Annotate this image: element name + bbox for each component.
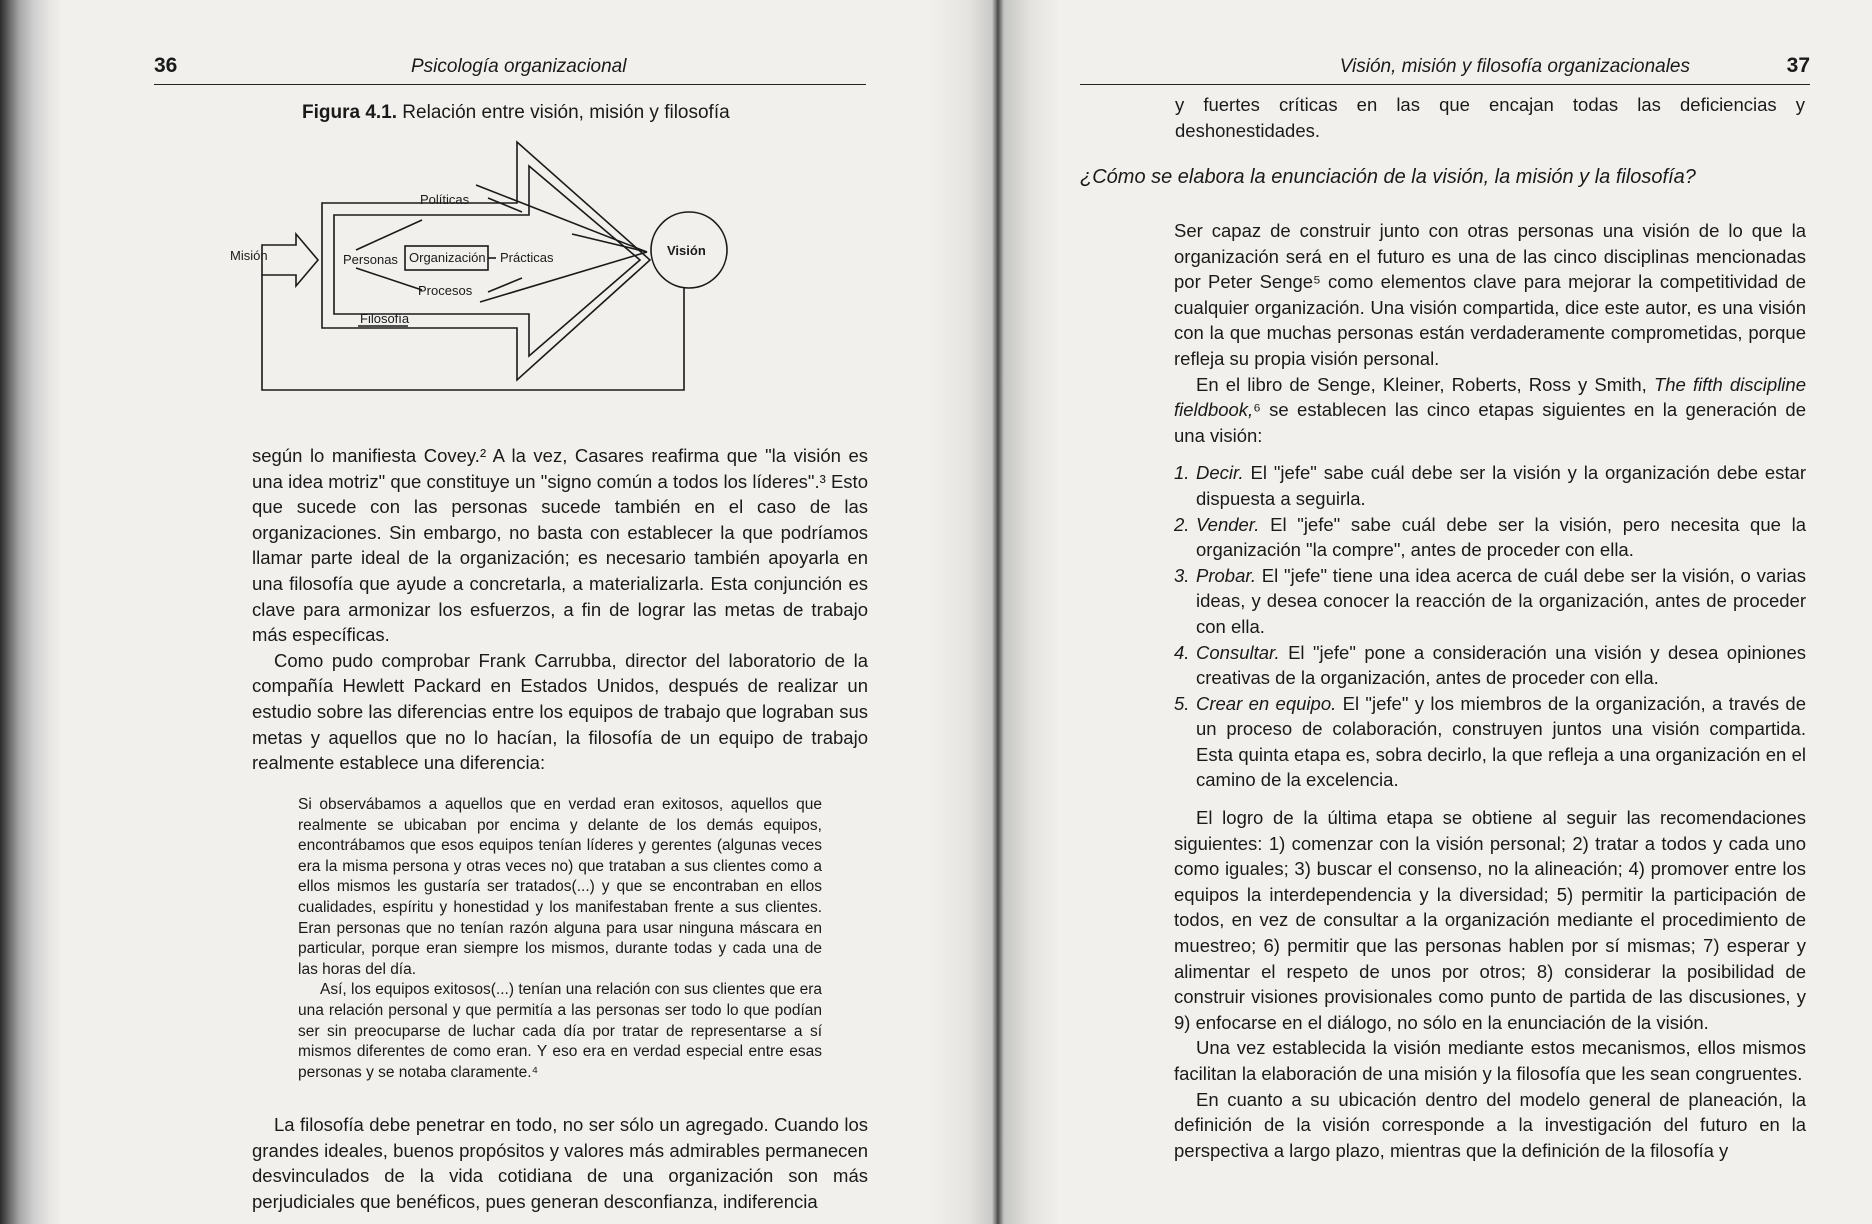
list-item-text: El "jefe" pone a consideración una visión y desea opiniones creativas de la organización, antes de proceder con ella. xyxy=(1196,641,1806,689)
list-item-text: El "jefe" sabe cuál debe ser la visión, pero necesita que la organización "la compre", antes de proceder con ella. xyxy=(1196,513,1806,561)
diagram-label-organizacion: Organización xyxy=(409,250,486,265)
diagram-label-politicas: Políticas xyxy=(420,192,470,207)
diagram-label-filosofia: Filosofía xyxy=(360,311,410,326)
list-item-number: 3. xyxy=(1174,564,1190,586)
diagram-graphic xyxy=(232,140,862,402)
mision-arrow-shape xyxy=(262,234,318,286)
left-paragraph-1: según lo manifiesta Covey.² A la vez, Casares reafirma que "la visión es una idea motriz" que constituye un "signo común a todos los líderes".³ Esto que sucede con las personas sucede también en el caso de las organizaciones. Sin embargo, no basta con establecer la que podríamos llamar parte ideal de la organización; es necesario también apoyarla en una filosofía que ayude a concretarla, a materializarla. Esta conjunción es clave para armonizar los esfuerzos, a fin de lograr las metas de trabajo más específicas. xyxy=(252,445,868,646)
left-running-title: Psicología organizacional xyxy=(411,56,627,77)
list-item xyxy=(1174,460,1806,511)
list-item xyxy=(1174,691,1806,793)
list-item-term: Vender. xyxy=(1196,513,1260,535)
right-continuation-text xyxy=(1175,92,1805,143)
feedback-loop-line xyxy=(262,275,684,390)
list-item-number: 2. xyxy=(1174,513,1190,535)
left-page-number: 36 xyxy=(154,54,178,77)
list-item-text: El "jefe" y los miembros de la organización, a través de un proceso de colaboración, construyen juntos una visión compartida. Esta quinta etapa es, sobra decirlo, la que refleja a una organización en el camino de la excelencia. xyxy=(1196,692,1807,791)
block-quote xyxy=(298,795,822,1083)
right-running-head xyxy=(1080,38,1810,85)
diagram-label-mision: Misión xyxy=(230,248,268,263)
book-spine xyxy=(930,0,1060,1224)
left-running-head xyxy=(154,38,866,85)
right-paragraph-3: El logro de la última etapa se obtiene al seguir las recomendaciones siguientes: 1) comenzar con la visión personal; 2) tratar a todos y cada uno como iguales; 3) buscar el consenso, no la alineación; 4) promover entre los equipos la interdependencia y la diversidad; 5) permitir la participación de todos, en vez de consultar a la organización mediante el procedimiento de muestreo; 6) permitir que las personas hablen por sí mismas; 7) esperar y alimentar el respeto de unos por otros; 8) considerar la posibilidad de construir visiones provisionales como punto de partida de las discusiones, y 9) enfocarse en el diálogo, no sólo en la enunciación de la visión. xyxy=(1174,807,1806,1033)
left-body-text-2 xyxy=(252,1112,868,1214)
list-item-term: Crear en equipo. xyxy=(1196,692,1337,714)
diagram-label-personas: Personas xyxy=(343,252,398,267)
diagram-label-practicas: Prácticas xyxy=(500,250,554,265)
right-body-text xyxy=(1174,218,1806,1163)
figure-caption xyxy=(302,102,730,124)
right-paragraph-2-start: En el libro de Senge, Kleiner, Roberts, Ross y Smith, xyxy=(1196,373,1654,395)
book-gutter-left-edge xyxy=(0,0,62,1224)
right-page-number: 37 xyxy=(1786,54,1810,77)
left-body-text-1 xyxy=(252,443,868,776)
list-item-number: 5. xyxy=(1174,692,1190,714)
right-paragraph-2-end: ⁶ se establecen las cinco etapas siguientes en la generación de una visión: xyxy=(1174,399,1806,446)
right-continuation: y fuertes críticas en las que encajan todas las deficiencias y deshonestidades. xyxy=(1175,94,1805,141)
list-item xyxy=(1174,512,1806,563)
block-quote-paragraph-2: Así, los equipos exitosos(...) tenían una relación con sus clientes que era una relación personal y que permitía a las personas ser todo lo que podían ser sin preocuparse de luchar cada día por tratar de representarse a sí mismos diferentes de como eran. Y eso era en verdad especial entre esas personas y se notaba claramente.⁴ xyxy=(298,981,822,1081)
left-paragraph-3: La filosofía debe penetrar en todo, no ser sólo un agregado. Cuando los grandes ideales, buenos propósitos y valores más admirables permanecen desvinculados de la vida cotidiana de una organización son más perjudiciales que benéficos, pues generan desconfianza, indiferencia xyxy=(252,1114,868,1212)
block-quote-paragraph-1: Si observábamos a aquellos que en verdad eran exitosos, aquellos que realmente se ubicaban por encima y delante de los demás equipos, encontrábamos que esos equipos tenían líderes y gerentes (algunas veces era la misma persona y otras veces no) que trataban a sus clientes como a ellos mismos les gustaría ser tratados(...) y que se encontraban en ellos cualidades, espíritu y honestidad y los manifestaban frente a sus clientes. Eran personas que no tenían razón alguna para usar ninguna máscara en particular, porque eran siempre los mismos, durante todas y cada una de las horas del día. xyxy=(298,796,822,978)
right-paragraph-4: Una vez establecida la visión mediante estos mecanismos, ellos mismos facilitan la elaboración de una misión y la filosofía que les sean congruentes. xyxy=(1174,1037,1806,1084)
list-item xyxy=(1174,640,1806,691)
list-item-term: Decir. xyxy=(1196,462,1244,484)
right-paragraph-1: Ser capaz de construir junto con otras personas una visión de lo que la organización será en el futuro es una de las cinco disciplinas mencionadas por Peter Senge⁵ como elementos clave para mejorar la competitividad de cualquier organización. Una visión compartida, dice este autor, es una visión con la que muchas personas están verdaderamente comprometidas, porque refleja su propia visión personal. xyxy=(1174,220,1806,369)
left-paragraph-2: Como pudo comprobar Frank Carrubba, director del laboratorio de la compañía Hewlett Packard en Estados Unidos, después de realizar un estudio sobre las diferencias entre los equipos de trabajo que lograban sus metas y aquellos que no lo hacían, la filosofía de un equipo de trabajo realmente establece una diferencia: xyxy=(252,649,868,774)
list-item-text: El "jefe" tiene una idea acerca de cuál debe ser la visión, o varias ideas, y desea conocer la reacción de la organización, antes de proceder con ella. xyxy=(1196,564,1806,637)
list-item-number: 1. xyxy=(1174,462,1190,484)
figure-caption-label: Figura 4.1. xyxy=(302,102,398,123)
diagram-label-procesos: Procesos xyxy=(418,283,473,298)
section-subheading: ¿Cómo se elabora la enunciación de la visión, la misión y la filosofía? xyxy=(1080,166,1696,188)
diagram-label-vision: Visión xyxy=(667,243,706,258)
list-item-number: 4. xyxy=(1174,641,1190,663)
book-title: The fifth discipline fieldbook, xyxy=(1174,373,1806,421)
right-running-title: Visión, misión y filosofía organizacionales xyxy=(1339,56,1690,77)
list-item-term: Probar. xyxy=(1196,564,1256,586)
list-item-term: Consultar. xyxy=(1196,641,1280,663)
right-paragraph-5: En cuanto a su ubicación dentro del modelo general de planeación, la definición de la visión corresponde a la investigación del futuro en la perspectiva a largo plazo, mientras que la definición de la filosofía y xyxy=(1174,1088,1806,1161)
figure-caption-text: Relación entre visión, misión y filosofía xyxy=(397,102,730,123)
right-paragraph-2 xyxy=(1174,372,1806,449)
list-item-text: El "jefe" sabe cuál debe ser la visión y la organización debe estar dispuesta a seguirla. xyxy=(1196,462,1806,509)
left-page xyxy=(62,0,930,1224)
list-item xyxy=(1174,563,1806,640)
vision-mission-philosophy-diagram xyxy=(232,140,862,402)
right-page xyxy=(1060,0,1872,1224)
vision-stages-list xyxy=(1174,460,1806,793)
